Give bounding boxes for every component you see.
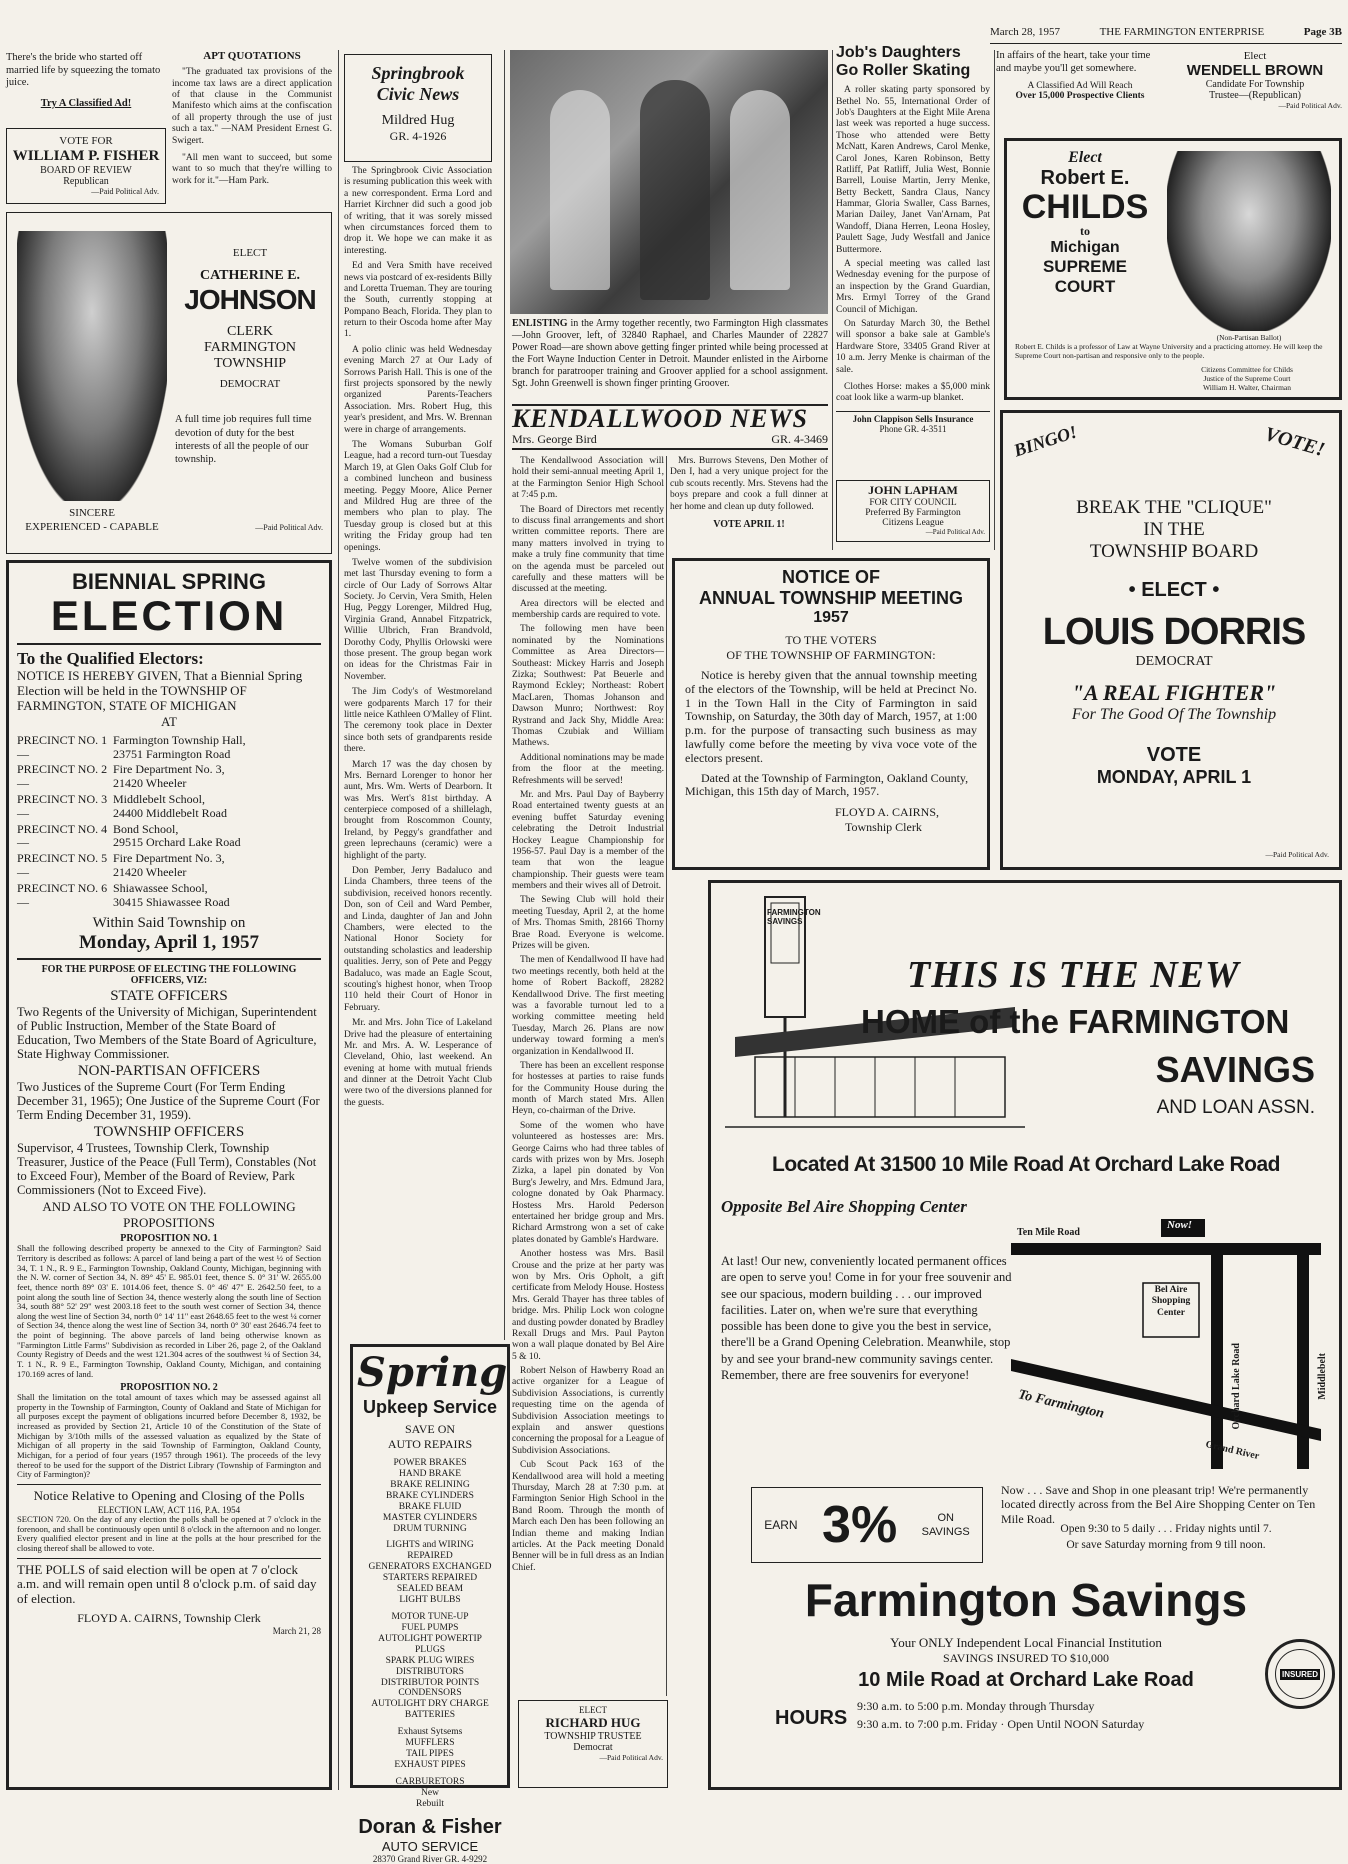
spring-upkeep-ad	[350, 1344, 510, 1864]
johnson-office-1: CLERK	[227, 324, 273, 340]
kendallwood-para: The Kendallwood Association will hold their semi-annual meeting April 1, at the Farmington Senior High School at 7:45 p.m.	[512, 456, 664, 501]
hug-elect: ELECT	[579, 1705, 607, 1715]
service-item: BRAKE RELINING	[390, 1479, 470, 1490]
kendallwood-para: Area directors will be elected and membership cards are required to vote.	[512, 598, 664, 621]
childs-committee-3: William H. Walter, Chairman	[1202, 383, 1291, 392]
kendallwood-para: Additional nominations may be made from the floor at the meeting. Refreshments will be served!	[512, 752, 664, 786]
springbrook-author: Mildred Hug	[381, 113, 455, 128]
spring-save-2: AUTO REPAIRS	[387, 1437, 473, 1451]
johnson-ad	[6, 212, 332, 554]
precinct-row: PRECINCT NO. 1— Farmington Township Hall, 23751 Farmington Road	[17, 732, 246, 761]
johnson-tag-2: EXPERIENCED - CAPABLE	[25, 521, 159, 533]
service-item: DISTRIBUTORS	[396, 1666, 464, 1677]
spring-head: Upkeep Service	[362, 1397, 498, 1417]
meeting-title-2: ANNUAL TOWNSHIP MEETING	[698, 588, 963, 608]
map-orchard-lake: Orchard Lake Road	[1231, 1343, 1242, 1430]
spring-name: Doran & Fisher	[358, 1815, 502, 1838]
kendallwood-para: The men of Kendallwood II have had two meetings recently, both held at the home of Robert Backoff, 28282 Kendallwood Drive. The first meeting was a favorable turnout led to a working committee meeting held Tuesday, March 26. Plans are now underway toward forming a men's organization in Kendallwood II.	[512, 955, 664, 1057]
rate-value: 3%	[822, 1496, 898, 1554]
column-rule	[666, 456, 667, 1696]
meeting-body: Notice is hereby given that the annual township meeting of the electors of the Township, will be held at Precinct No. 1 in the Town Hall in the City of Farmington in said Township, on Saturday, the 30th day of March, 1957, at 1:00 p.m. for the purpose of transacting such business as may lawfully come before the meeting by viva voce vote of the electors present.	[685, 668, 977, 765]
rate-earn: EARN	[764, 1518, 798, 1532]
johnson-tag-1: SINCERE	[69, 507, 115, 519]
kendallwood-para: Some of the women who have volunteered as hostesses are: Mrs. George Cairns who had three tables of cards with prizes won by Mrs. Joseph Zizka, a lapel pin donated by Von Burg's Jewelry, and Mrs. Edmund Jara, cologne donated by Oak Pharmacy. Hostess Mrs. Harold Pederson entertained her bridge group and Mrs. Richard Armstrong won a set of cake plates donated by Gamble's Hardware.	[512, 1120, 664, 1245]
caption-lead: ENLISTING	[512, 318, 568, 329]
election-head-2: ELECTION	[50, 592, 288, 639]
apt-title: APT QUOTATIONS	[203, 50, 301, 62]
johnson-party: DEMOCRAT	[219, 378, 281, 391]
kendallwood-para: The following men have been nominated by the Nominations Committee as Area Directors—Southeast: Mickey Harris and Joseph Zizka; Southwest: Pat Beuerle and Raymond Eckley; Northeast: Robert MacLaren, Thomas Johanson and Dawson Munro; Northwest: Roy Rystrand and Jack Shy, Middle Area: Thomas Czubiak and William Mathews.	[512, 624, 664, 749]
fisher-office: BOARD OF REVIEW	[40, 165, 132, 177]
service-item: BATTERIES	[404, 1710, 456, 1721]
map-ten-mile: Ten Mile Road	[1017, 1227, 1080, 1238]
springbrook-para: March 17 was the day chosen by Mrs. Bernard Lorenger to honor her aunt, Mrs. Wm. Werts of Dearborn. It was Mrs. Wert's 81st birthday. A centerpiece composed of a shillelagh, brought from Roscommon County, Ireland, by Peggy's grandfather and green leprechauns (ceramic) were a highlight of the party.	[344, 759, 492, 861]
service-item: CONDENSORS	[398, 1688, 462, 1699]
precinct-row: PRECINCT NO. 4— Bond School, 29515 Orchard Lake Road	[17, 821, 241, 850]
np-officers-head: NON-PARTISAN OFFICERS	[77, 1063, 261, 1080]
savings-located: Located At 31500 10 Mile Road At Orchard Lake Road	[772, 1153, 1280, 1176]
childs-to: to	[1080, 224, 1090, 238]
jobs-para: A roller skating party sponsored by Bethel No. 55, International Order of Job's Daughters at the Eight Mile Arena last week was reported a huge success. Those who attended were Betty McNatt, Karen Andrews, Carol Menke, Carol Jones, Karen Robinson, Betty Ratliff, Pat Ratliff, Julia West, Bonnie Barrell, Louise Martin, Jerry Menke, Betty Beckett, Sandra Claus, Nancy Hammar, Gloria Swaller, Cass Barnes, Marian Dailey, Janet Van'Arnam, Pat Wandoff, Diana Herren, Leona Hosley, Paulett Sage, Judy Westfall and Janice Buttermore.	[836, 85, 990, 255]
kendallwood-para: Mr. and Mrs. Paul Day of Bayberry Road entertained twenty guests at an evening buffet Saturday evening celebrating the Detroit Industrial Hockey League Championship for 1956-57. Paul Day is a member of the team that won the league championship. Their guests were team members and their wives all of Detroit.	[512, 789, 664, 892]
savings-head-2: HOME of the FARMINGTON	[861, 1003, 1290, 1040]
savings-hours-label: HOURS	[775, 1707, 848, 1729]
column-rule	[504, 50, 505, 1340]
lapham-pref-2: Citizens League	[882, 518, 944, 528]
header-page: Page 3B	[1303, 26, 1342, 38]
dorris-bingo: BINGO!	[1011, 421, 1080, 461]
election-notice-text: NOTICE IS HEREBY GIVEN, That a Biennial Spring Election will be held in the TOWNSHIP OF FARMINGTON, STATE OF MICHIGAN	[17, 668, 303, 713]
dorris-line-2: IN THE	[1143, 519, 1205, 540]
dorris-ad	[1000, 410, 1342, 870]
lapham-pref-1: Preferred By Farmington	[865, 508, 961, 518]
kendallwood-masthead	[512, 404, 828, 450]
childs-committee-1: Citizens Committee for Childs	[1201, 365, 1293, 374]
fisher-paid: —Paid Political Adv.	[91, 187, 159, 197]
hug-paid: —Paid Political Adv.	[599, 1753, 663, 1762]
service-item: Exhaust Sytsems	[397, 1727, 463, 1738]
springbrook-phone: GR. 4-1926	[389, 129, 447, 143]
dorris-party: DEMOCRAT	[1135, 653, 1213, 669]
service-item: New	[421, 1787, 439, 1798]
affairs-cta-1: A Classified Ad Will Reach	[1027, 81, 1133, 92]
np-officers-body: Two Justices of the Supreme Court (For Term Ending December 31, 1965); One Justice of the Supreme Court (For Term Ending December 31, 1959).	[17, 1080, 320, 1123]
service-item: BRAKE CYLINDERS	[386, 1490, 474, 1501]
dorris-elect: • ELECT •	[1128, 579, 1220, 601]
election-to: To the Qualified Electors:	[17, 649, 204, 668]
service-group-carburetors	[357, 1777, 503, 1810]
apt-quotations	[172, 50, 332, 186]
dorris-date: MONDAY, APRIL 1	[1096, 766, 1252, 787]
springbrook-para: The Springbrook Civic Association is resuming publication this week with a new correspondent. Erma Lord and Harriet Kirchner did such a good job of writing, that it was sorely missed when circumstances forced them to drop it. We hope we can make it as interesting.	[344, 166, 492, 256]
service-item: AUTOLIGHT DRY CHARGE	[371, 1699, 489, 1710]
fisher-party: Republican	[63, 176, 109, 188]
service-group-tuneup	[357, 1612, 503, 1721]
jobs-para: Clothes Horse: makes a $5,000 mink coat look like a warm-up blanket.	[836, 381, 990, 404]
building-sign: FARMINGTON SAVINGS	[767, 908, 821, 926]
lapham-name: JOHN LAPHAM	[868, 483, 958, 497]
enlisting-caption	[512, 318, 828, 398]
bride-text: There's the bride who started off married life by squeezing the tomato juice.	[6, 52, 161, 89]
dorris-line-1: BREAK THE "CLIQUE"	[1076, 497, 1272, 518]
childs-committee-2: Justice of the Supreme Court	[1203, 374, 1291, 383]
dorris-paid: —Paid Political Adv.	[1265, 850, 1329, 859]
lapham-ad	[836, 480, 990, 542]
dorris-vote-corner: VOTE!	[1262, 423, 1327, 462]
johnson-office-2: FARMINGTON	[203, 340, 297, 356]
childs-office-1: SUPREME	[1042, 257, 1128, 276]
header-date: March 28, 1957	[990, 26, 1060, 38]
election-sign: FLOYD A. CAIRNS, Township Clerk	[77, 1611, 261, 1626]
jobs-credit-1: John Clappison Sells Insurance	[852, 413, 974, 424]
johnson-portrait	[17, 231, 167, 501]
header-paper: THE FARMINGTON ENTERPRISE	[1099, 26, 1265, 38]
spring-phone: GR. 4-9292	[444, 1853, 488, 1864]
childs-portrait	[1167, 151, 1331, 331]
service-item: MUFFLERS	[405, 1738, 455, 1749]
springbrook-masthead	[344, 54, 492, 162]
brown-paid: —Paid Political Adv.	[1278, 101, 1342, 110]
service-item: MASTER CYLINDERS	[382, 1512, 478, 1523]
hug-ad	[518, 1700, 668, 1788]
savings-head-3: SAVINGS	[1155, 1049, 1315, 1090]
service-item: CARBURETORS	[395, 1776, 465, 1787]
precinct-row: PRECINCT NO. 3— Middlebelt School, 24400 Middlebelt Road	[17, 792, 227, 820]
rate-box	[751, 1487, 983, 1563]
map-grand-river: Grand River	[1204, 1438, 1261, 1463]
affairs-text: In affairs of the heart, take your time and maybe you'll get somewhere.	[996, 50, 1151, 74]
childs-ballot: (Non-Partisan Ballot)	[1216, 333, 1282, 342]
map-middlebelt: Middlebelt	[1317, 1353, 1328, 1400]
prop-2-head: PROPOSITION NO. 2	[120, 1382, 218, 1394]
dorris-name: LOUIS DORRIS	[1042, 611, 1306, 653]
column-rule	[338, 50, 339, 1790]
election-notice	[6, 560, 332, 1790]
jobs-title-1: Job's Daughters	[836, 44, 961, 61]
dorris-slogan: "A REAL FIGHTER"	[1071, 679, 1277, 705]
state-officers-body: Two Regents of the University of Michigan, Superintendent of Public Instruction, Member of the State Board of Education, Two Members of the State Board of Agriculture, State Highway Commissioner.	[17, 1005, 317, 1062]
service-group-electrical	[357, 1540, 503, 1606]
jobs-para: A special meeting was called last Wednesday evening for the purpose of an inspection by the Grand Guardian, Mrs. Ermyl Torrey of the Grand Council of Michigan.	[836, 259, 990, 315]
kendallwood-para: The Sewing Club will hold their meeting Tuesday, April 2, at the home of Mrs. Thomas Smith, 28166 Thorny Brae Road. Everyone is welcome. Prizes will be given.	[512, 895, 664, 952]
savings-head-1: THIS IS THE NEW	[907, 954, 1240, 996]
springbrook-article	[344, 166, 492, 1336]
jobs-para: On Saturday March 30, the Bethel will sponsor a bake sale at Gamble's Hardware Store, 33405 Grand River at 10 a.m. Jerry Menke is chairman of the sale.	[836, 319, 990, 375]
service-item: LIGHTS and WIRING	[386, 1540, 474, 1551]
precinct-row: PRECINCT NO. 2— Fire Department No. 3, 21420 Wheeler	[17, 762, 225, 791]
service-item: LIGHT BULBS	[399, 1595, 461, 1606]
state-officers-head: STATE OFFICERS	[110, 988, 228, 1005]
brown-elect: Elect	[1243, 50, 1267, 62]
childs-elect: Elect	[1068, 149, 1102, 166]
kendallwood-author: Mrs. George Bird	[512, 432, 597, 446]
service-item: SEALED BEAM	[396, 1584, 464, 1595]
service-item: Rebuilt	[416, 1798, 444, 1809]
meeting-to-2: OF THE TOWNSHIP OF FARMINGTON:	[726, 648, 936, 662]
service-item: DRUM TURNING	[393, 1523, 467, 1534]
kendallwood-col-a	[512, 456, 664, 1786]
savings-head-4: AND LOAN ASSN.	[1156, 1097, 1315, 1118]
savings-address: 10 Mile Road at Orchard Lake Road	[858, 1669, 1194, 1691]
fisher-vote: VOTE FOR	[59, 135, 113, 147]
brown-name: WENDELL BROWN	[1186, 62, 1324, 79]
kendallwood-para: Robert Nelson of Hawberry Road an active organizer for a League of Subdivision Associations, is currently requesting time on the agenda of Subdivision Association meetings to explain and answer questions concerning the proposal for a League of Subdivision Associations.	[512, 1366, 664, 1456]
affairs-filler	[996, 50, 1164, 130]
savings-open-1: Open 9:30 to 5 daily . . . Friday nights until 7.	[1060, 1523, 1272, 1535]
lapham-office: FOR CITY COUNCIL	[869, 498, 957, 508]
service-item: AUTOLIGHT POWERTIP	[378, 1633, 482, 1644]
page-header	[990, 26, 1342, 44]
childs-ad	[1004, 138, 1342, 400]
hug-office: TOWNSHIP TRUSTEE	[544, 1731, 642, 1742]
childs-state: Michigan	[1050, 239, 1120, 256]
spring-service: AUTO SERVICE	[381, 1838, 479, 1854]
savings-only: Your ONLY Independent Local Financial Institution	[890, 1635, 1162, 1650]
kendallwood-phone: GR. 4-3469	[771, 432, 828, 446]
meeting-dated: Dated at the Township of Farmington, Oakland County, Michigan, this 15th day of March, 1957.	[685, 770, 969, 799]
seal-insured: INSURED	[1281, 1669, 1318, 1679]
enlisting-photo	[510, 50, 828, 314]
kendallwood-para: Another hostess was Mrs. Basil Crouse and the prize at her party was won by Mrs. Oris Opholt, a gift certificate from Melody House. Hostess Mrs. Gerald Thayer has three tables of bridge. Mrs. Philip Lock won cologne and dusting powder donated by Bradley Rexall Drugs and Mrs. Paul Payton won a wall plaque donated by Bel Aire 5 & 10.	[512, 1249, 664, 1362]
kendallwood-para: The Board of Directors met recently to discuss final arrangements and short written committee reports. There are many matters involved in trying to make a truly fine community that time on the agenda must be parceled out carefully and these matters will be discussed at the meeting.	[512, 504, 664, 595]
election-purpose: FOR THE PURPOSE OF ELECTING THE FOLLOWING OFFICERS, VIZ:	[41, 964, 297, 987]
brown-office-2: Trustee—(Republican)	[1209, 90, 1301, 101]
precinct-list	[17, 734, 321, 910]
prop-2-body: Shall the limitation on the total amount of taxes which may be assessed against all property in the Township of Farmington, County of Oakland and State of Michigan for all purposes except the payment of obligations incurred before December 8, 1932, be increased as provided by Section 21, Article 10 of the Constitution of the State of Michigan by 3/10th mills of the assessed valuation as equalized by the State of Michigan of all property in the said Township of Farmington, Oakland County, Michigan, for a period of four years (1957 through 1961). The proceeds of the levy thereof to be used for the support of the District Library (Township of Farmington and City of Farmington)?	[17, 1392, 321, 1480]
lapham-paid: —Paid Political Adv.	[925, 528, 985, 536]
election-dates: March 21, 28	[272, 1626, 321, 1637]
column-rule	[832, 50, 833, 550]
election-date: Monday, April 1, 1957	[79, 932, 259, 954]
hug-name: RICHARD HUG	[545, 1715, 641, 1730]
service-item: HAND BRAKE	[398, 1468, 461, 1479]
savings-big: Farmington Savings	[804, 1574, 1248, 1626]
service-item: REPAIRED	[407, 1551, 453, 1562]
bride-cta: Try A Classified Ad!	[40, 97, 132, 109]
jobs-title-2: Go Roller Skating	[836, 61, 971, 79]
service-item: TAIL PIPES	[406, 1749, 454, 1760]
rate-savings: SAVINGS	[921, 1526, 970, 1538]
meeting-title-1: NOTICE OF	[782, 567, 880, 587]
springbrook-para: The Womans Suburban Golf League, had a record turn-out Tuesday March 19, at Glen Oaks Golf Club for a combined luncheon and business meeting. Peggy Moore, Alice Perner and Mildred Hug are three of the members who plan to play. The Tuesday group is closed but at this writing the Friday group had ten openings.	[344, 439, 492, 553]
service-item: BRAKE FLUID	[398, 1501, 462, 1512]
election-within: Within Said Township on	[92, 915, 246, 932]
childs-office-2: COURT	[1054, 277, 1116, 296]
fisher-name: WILLIAM P. FISHER	[12, 148, 160, 165]
tw-officers-body: Supervisor, 4 Trustees, Township Clerk, Township Treasurer, Justice of the Peace (Full Term), Constables (Not to Exceed Four), Member of the Board of Review, Park Commissioners (Not to Exceed Five).	[17, 1141, 317, 1198]
hug-party: Democrat	[573, 1742, 613, 1753]
spring-save-1: SAVE ON	[404, 1422, 456, 1436]
kendallwood-para: Mrs. Burrows Stevens, Den Mother of Den I, had a very unique project for the cub scouts recently. Mrs. Stevens had the boys prepare and cook a full dinner at her home and clean up duty followed.	[670, 456, 828, 512]
caption-text: in the Army together recently, two Farmington High classmates—John Groover, left, of 32840 Raphael, and Charles Maunder of 22827 Power Road—are shown above getting finger printed while being processed at the Fort Wayne Induction Center in Detroit. Maunder enlisted in the Airborne branch for paratrooper training and Groover applied for a school assignment. Sgt. John Greenwell is shown finger printing Groover.	[512, 318, 828, 389]
savings-hours-1: 9:30 a.m. to 5:00 p.m. Monday through Thursday	[857, 1699, 1095, 1713]
column-rule	[994, 50, 995, 550]
prop-1-head: PROPOSITION NO. 1	[120, 1233, 218, 1245]
kendallwood-para: There has been an excellent response for hostesses at parties to raise funds for the Community House during the month of March stated Mrs. Allen Heyn, co-chairman of the Drive.	[512, 1060, 664, 1117]
dorris-slogan-2: For The Good Of The Township	[1071, 705, 1277, 723]
savings-insured: SAVINGS INSURED TO $10,000	[942, 1651, 1110, 1665]
johnson-office-3: TOWNSHIP	[213, 356, 287, 372]
dorris-vote: VOTE	[1146, 743, 1202, 766]
propositions-head: AND ALSO TO VOTE ON THE FOLLOWING PROPOSITIONS	[42, 1199, 296, 1231]
springbrook-para: Twelve women of the subdivision met last Thursday evening to form a circle of Our Lady of Sorrows Altar Society. Jo Cervin, Vera Smith, Helen Hug, Peggy Lorenger, Mildred Hug, Virginia Grand, Annabel Fitzpatrick, Willie Ulbrich, Fran Brandvold, Dorothy Cody, Phyllis Orlowski were those present. The group began work on ideas for the Christmas Fair in November.	[344, 557, 492, 682]
jobs-credit-2: Phone GR. 4-3511	[879, 423, 947, 434]
map-to-farmington: To Farmington	[1016, 1387, 1106, 1422]
prop-1-body: Shall the following described property be annexed to the City of Farmington? Said Territory is described as follows: A parcel of land being a part of the west ½ of Section 34, T. 1 N., R. 9 E., Farmington Township, Oakland County, Michigan, beginning with the N. W. corner of Section 34, N. 89° 45' E. 985.01 feet, thence S. 0° 31' W. 2655.00 feet, thence north 89° 03' E. 1014.06 feet, thence S. 0° 46' 47" E. 2642.50 feet, to a point along the south line of Section 34, thence westerly along the south line of Section 34, south 88° 52' 29" west 2003.18 feet to the south west corner of Section 34, thence along the west line of Section 34, north 0° 14' 11" east 2648.65 feet to the west ¼ corner of Section 34, thence along the west line of Section 34, north 0° 30' east 2646.74 feet to the point of beginning. The above parcels of land being otherwise known as "Farmington Little Farms" Subdivision as recorded in Liber 26, page 2, of the Oakland County Registry of Deeds and the west 121.304 acres of the southwest ¼ of Section 34, T. 1 N., R. 9 E., Farmington Township, Oakland County, Michigan, and containing 170.169 acres of land.	[17, 1243, 321, 1379]
kendallwood-title: KENDALLWOOD NEWS	[512, 404, 809, 433]
kendallwood-para: Cub Scout Pack 163 of the Kendallwood area will hold a meeting Thursday, March 28 at 7:30 p.m. at Farmington Senior High School in the Band Room. Through the month of March each Den has been following an Indian theme and making Indian articles. At the Pack meeting Donald Benner will be in full dress as an Indian Chief.	[512, 1460, 664, 1573]
polls-body: THE POLLS of said election will be open at 7 o'clock a.m. and will remain open until 8 o'clock p.m. of said day of election.	[17, 1561, 317, 1607]
springbrook-para: Don Pember, Jerry Badaluco and Linda Chambers, three teens of the subdivision, received honors recently. Don, son of Ceil and Ward Pember, and Linda, daughter of Jan and John Chambers, were elected to the National Honor Society for outstanding scholastics and leadership qualities. Jerry, son of Pete and Peggy Badaluco, was made an Eagle Scout, scouting's highest honor, when Troop 110 held their Court of Honor in February.	[344, 866, 492, 1013]
fisher-ad	[6, 128, 166, 204]
savings-ad	[708, 880, 1342, 1790]
precinct-row: PRECINCT NO. 6— Shiawassee School, 30415 Shiawassee Road	[17, 880, 230, 909]
law-head: ELECTION LAW, ACT 116, P.A. 1954	[97, 1505, 241, 1516]
tw-officers-head: TOWNSHIP OFFICERS	[93, 1124, 245, 1141]
service-item: FUEL PUMPS	[401, 1622, 459, 1633]
service-item: DISTRIBUTOR POINTS	[380, 1677, 480, 1688]
johnson-paid: —Paid Political Adv.	[255, 523, 323, 532]
savings-hours-2: 9:30 a.m. to 7:00 p.m. Friday · Open Until NOON Saturday	[857, 1717, 1145, 1731]
johnson-last: JOHNSON	[184, 284, 316, 316]
notice-meeting	[672, 558, 990, 870]
brown-ad	[1168, 50, 1342, 130]
savings-opposite: Opposite Bel Aire Shopping Center	[721, 1197, 967, 1216]
vote-april: VOTE APRIL 1!	[713, 518, 785, 530]
map-now: Now!	[1167, 1219, 1193, 1231]
law-body: SECTION 720. On the day of any election the polls shall be opened at 7 o'clock in the forenoon, and shall be continuously open until 8 o'clock in the afternoon and no longer. Every qualified elector present and in line at the polls at the hour prescribed for the closing thereof shall be allowed to vote.	[17, 1514, 321, 1553]
childs-blurb: Robert E. Childs is a professor of Law at Wayne University and a practicing attorney. He will keep the Supreme Court non-partisan and responsive only to the people.	[1015, 342, 1323, 360]
service-item: SPARK PLUG WIRES	[385, 1655, 475, 1666]
bride-filler	[6, 52, 166, 122]
savings-open-2: Or save Saturday morning from 9 till noon.	[1066, 1539, 1266, 1551]
johnson-elect: ELECT	[232, 247, 268, 259]
election-head-1: BIENNIAL SPRING	[72, 569, 266, 594]
meeting-sign-2: Township Clerk	[845, 820, 922, 835]
service-item: MOTOR TUNE-UP	[391, 1611, 469, 1622]
spring-address: 28370 Grand River	[372, 1853, 443, 1864]
service-group-exhaust	[357, 1727, 503, 1771]
service-item: PLUGS	[414, 1644, 446, 1655]
service-item: GENERATORS EXCHANGED	[368, 1562, 492, 1573]
springbrook-title-1: Springbrook	[371, 63, 465, 83]
service-item: POWER BRAKES	[393, 1458, 467, 1468]
location-map	[1011, 1219, 1331, 1469]
service-item: STARTERS REPAIRED	[382, 1573, 478, 1584]
precinct-row: PRECINCT NO. 5— Fire Department No. 3, 21420 Wheeler	[17, 851, 225, 879]
polls-head: Notice Relative to Opening and Closing of the Polls	[33, 1487, 305, 1503]
dorris-line-3: TOWNSHIP BOARD	[1089, 541, 1259, 562]
fdic-seal	[1265, 1639, 1335, 1709]
apt-quote-2: "All men want to succeed, but some want to so much that they're willing to work for it."—Ham Park.	[172, 152, 332, 186]
springbrook-para: Mr. and Mrs. John Tice of Lakeland Drive had the pleasure of entertaining Mr. and Mrs. A. W. Lesperance of Cleveland, Ohio, last weekend. An evening at home with mutual friends and dinner at the Detroit Yacht Club were two of the diversions planned for the guests.	[344, 1018, 492, 1108]
springbrook-title-2: Civic News	[376, 84, 460, 104]
jobs-daughters	[836, 44, 990, 474]
springbrook-para: A polio clinic was held Wednesday evening March 27 at Our Lady of Sorrows Parish Hall. This is one of the first projects sponsored by the newly organized Parents-Teachers Association. Mrs. Robert Hug, this year's president, and Mrs. W. Brennan were in charge of arrangements.	[344, 344, 492, 435]
springbrook-para: Ed and Vera Smith have received news via postcard of ex-residents Billy and Loretta Trueman. They are touring the South, currently stopping at Pompano Beach, Florida. They plan to return to their Oscoda home after May 1.	[344, 261, 493, 340]
savings-now: Now . . . Save and Shop in one pleasant trip! We're permanently located directly across from the Bel Aire Shopping Center on Ten Mile Road.	[1001, 1483, 1316, 1526]
meeting-to-1: TO THE VOTERS	[785, 633, 877, 647]
service-item: EXHAUST PIPES	[394, 1759, 466, 1770]
springbrook-para: The Jim Cody's of Westmoreland were godparents March 17 for their little neice Kathleen O'Malley of Flint. The ceremony took place in Dexter since both sets of grandparents reside there.	[344, 687, 492, 755]
brown-office-1: Candidate For Township	[1205, 79, 1305, 90]
spring-script: Spring	[357, 1349, 508, 1396]
affairs-cta-2: Over 15,000 Prospective Clients	[1015, 91, 1145, 102]
savings-body: At last! Our new, conveniently located permanent offices are open to serve you! Come in for your free souvenir and see our spacious, modern building . . . our improved facilities. Later on, when we're sure that everything possible has been done to give you the best in service, there'll be a Grand Opening Celebration. Meanwhile, stop by and see your brand-new community savings center. Remember, there are free souvenirs for everyone!	[721, 1254, 1012, 1382]
meeting-year: 1957	[813, 609, 849, 626]
election-at: AT	[161, 713, 177, 729]
johnson-blurb: A full time job requires full time devotion of duty for the best interests of all the people of our township.	[175, 414, 312, 465]
kendallwood-col-b	[670, 456, 828, 546]
meeting-sign-1: FLOYD A. CAIRNS,	[835, 805, 940, 820]
service-group-brakes	[357, 1458, 503, 1534]
map-bel-aire: Bel Aire Shopping Center	[1151, 1285, 1191, 1318]
apt-quote-1: "The graduated tax provisions of the income tax laws are a direct application of that clause in the Communist Manifesto which aims at the confiscation of all property through the use of just such a tax." —NAM President Ernest G. Swigert.	[172, 67, 332, 146]
childs-first: Robert E.	[1040, 167, 1130, 189]
childs-last: CHILDS	[1021, 188, 1149, 226]
johnson-first: CATHERINE E.	[199, 268, 301, 284]
rate-on: ON	[937, 1511, 954, 1524]
